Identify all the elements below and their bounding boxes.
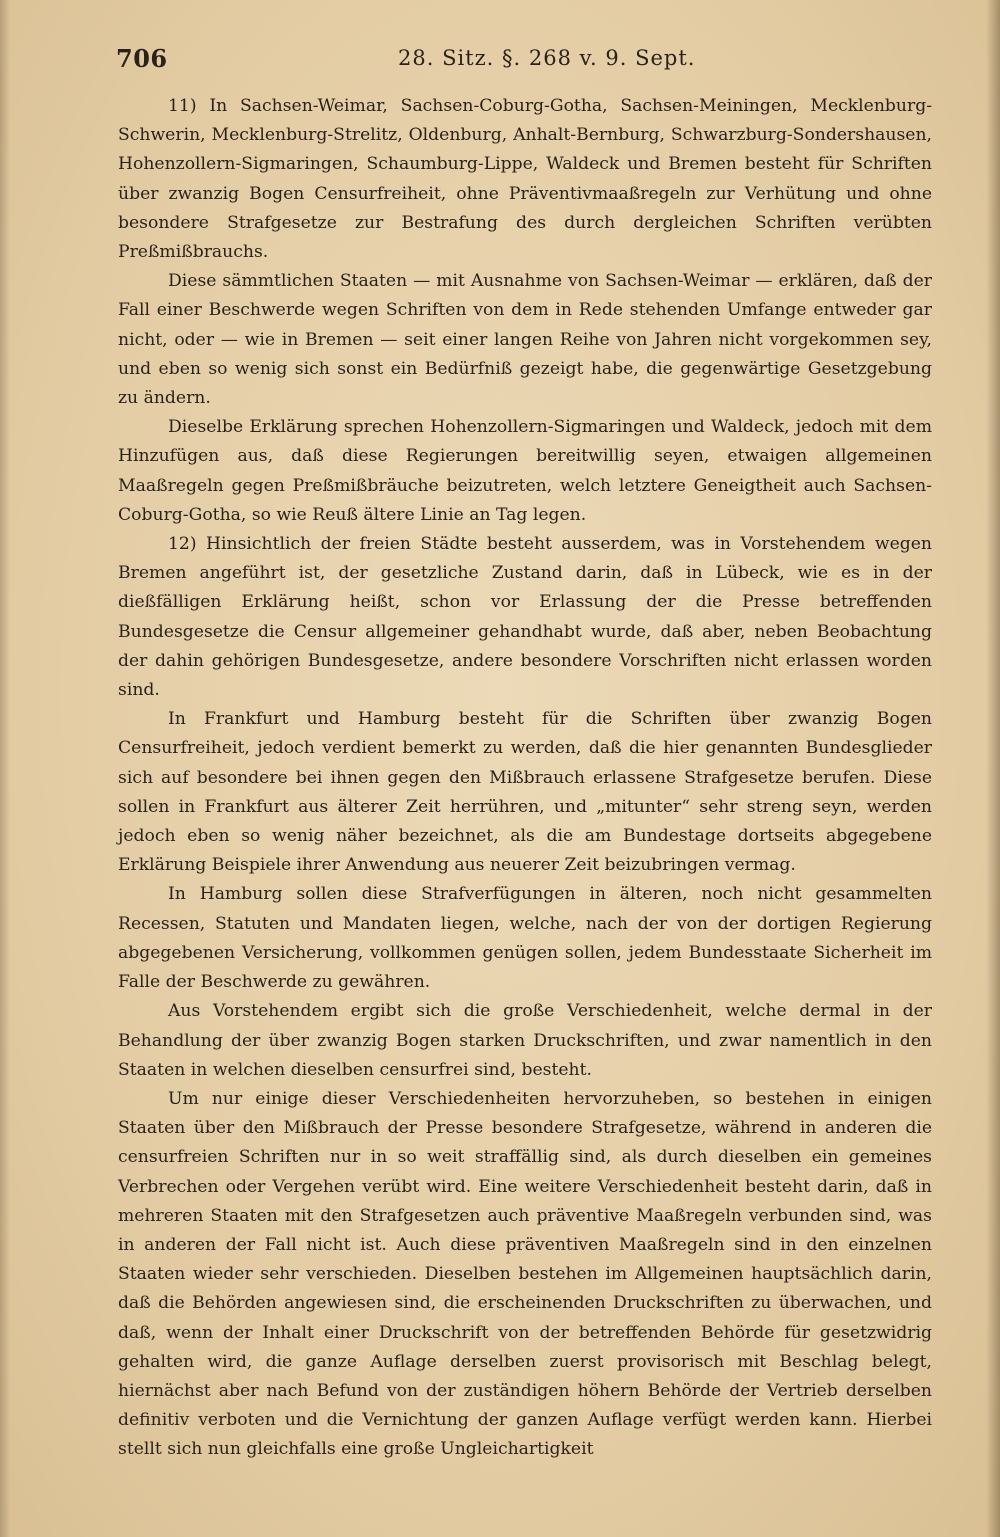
paragraph-12: 12) Hinsichtlich der freien Städte besteht ausserdem, was in Vorstehendem wegen Bremen angeführt ist, der gesetzliche Zustand darin, daß in Lübeck, wie es in der dießfälligen Erklärung heißt, schon vor Erlassung der die Presse betreffenden Bundesgesetze die Censur allgemeiner gehandhabt wurde, daß aber, neben Beobachtung der dahin gehörigen Bundesgesetze, andere besondere Vorschriften nicht erlassen worden sind. bbox=[118, 534, 932, 701]
paragraph: Dieselbe Erklärung sprechen Hohenzollern-Sigmaringen und Waldeck, jedoch mit dem Hinzufügen aus, daß diese Regierungen bereitwillig seyen, etwaigen allgemeinen Maaßregeln gegen Preßmißbräuche beizutreten, welch letztere Geneigtheit auch Sachsen-Coburg-Gotha, so wie Reuß ältere Linie an Tag legen. bbox=[118, 417, 932, 525]
body-text bbox=[118, 92, 932, 1465]
paragraph: In Hamburg sollen diese Strafverfügungen in älteren, noch nicht gesammelten Recessen, Statuten und Mandaten liegen, welche, nach der von der dortigen Regierung abgegebenen Versicherung, vollkommen genügen sollen, jedem Bundesstaate Sicherheit im Falle der Beschwerde zu gewähren. bbox=[118, 884, 932, 993]
page-number: 706 bbox=[116, 44, 168, 73]
running-head: 28. Sitz. §. 268 v. 9. Sept. bbox=[398, 46, 696, 70]
paragraph: Diese sämmtlichen Staaten — mit Ausnahme von Sachsen-Weimar — erklären, daß der Fall einer Beschwerde wegen Schriften von dem in Rede stehenden Umfange entweder gar nicht, oder — wie in Bremen — seit einer langen Reihe von Jahren nicht vorgekommen sey, und eben so wenig sich sonst ein Bedürfniß gezeigt habe, die gegenwärtige Gesetzgebung zu ändern. bbox=[118, 271, 932, 409]
paragraph: Aus Vorstehendem ergibt sich die große Verschiedenheit, welche dermal in der Behandlung der über zwanzig Bogen starken Druckschriften, und zwar namentlich in den Staaten in welchen dieselben censurfrei sind, besteht. bbox=[118, 1001, 932, 1080]
paragraph-11: 11) In Sachsen-Weimar, Sachsen-Coburg-Gotha, Sachsen-Meiningen, Mecklenburg-Schwerin, Mecklenburg-Strelitz, Oldenburg, Anhalt-Bernburg, Schwarzburg-Sondershausen, Hohenzollern-Sigmaringen, Schaumburg-Lippe, Waldeck und Bremen besteht für Schriften über zwanzig Bogen Censurfreiheit, ohne Präventivmaaßregeln zur Verhütung und ohne besondere Strafgesetze zur Bestrafung des durch dergleichen Schriften verübten Preßmißbrauchs. bbox=[118, 96, 932, 263]
page-header bbox=[116, 44, 936, 80]
paragraph: In Frankfurt und Hamburg besteht für die Schriften über zwanzig Bogen Censurfreiheit, jedoch verdient bemerkt zu werden, daß die hier genannten Bundesglieder sich auf besondere bei ihnen gegen den Mißbrauch erlassene Strafgesetze berufen. Diese sollen in Frankfurt aus älterer Zeit herrühren, und „mitunter“ sehr streng seyn, werden jedoch eben so wenig näher bezeichnet, als die am Bundestage dortseits abgegebene Erklärung Beispiele ihrer Anwendung aus neuerer Zeit beizubringen vermag. bbox=[118, 709, 932, 876]
paragraph: Um nur einige dieser Verschiedenheiten hervorzuheben, so bestehen in einigen Staaten über den Mißbrauch der Presse besondere Strafgesetze, während in anderen die censurfreien Schriften nur in so weit straffällig sind, als durch dieselben ein gemeines Verbrechen oder Vergehen verübt wird. Eine weitere Verschiedenheit besteht darin, daß in mehreren Staaten mit den Strafgesetzen auch präventive Maaßregeln verbunden sind, was in anderen der Fall nicht ist. Auch diese präventiven Maaßregeln sind in den einzelnen Staaten wieder sehr verschieden. Dieselben bestehen im Allgemeinen hauptsächlich darin, daß die Behörden angewiesen sind, die erscheinenden Druckschriften zu überwachen, und daß, wenn der Inhalt einer Druckschrift von der betreffenden Behörde für gesetzwidrig gehalten wird, die ganze Auflage derselben zuerst provisorisch mit Beschlag belegt, hiernächst aber nach Befund von der zuständigen höhern Behörde der Vertrieb derselben definitiv verboten und die Vernichtung der ganzen Auflage verfügt werden kann. Hierbei stellt sich nun gleichfalls eine große Ungleichartigkeit bbox=[118, 1088, 932, 1460]
